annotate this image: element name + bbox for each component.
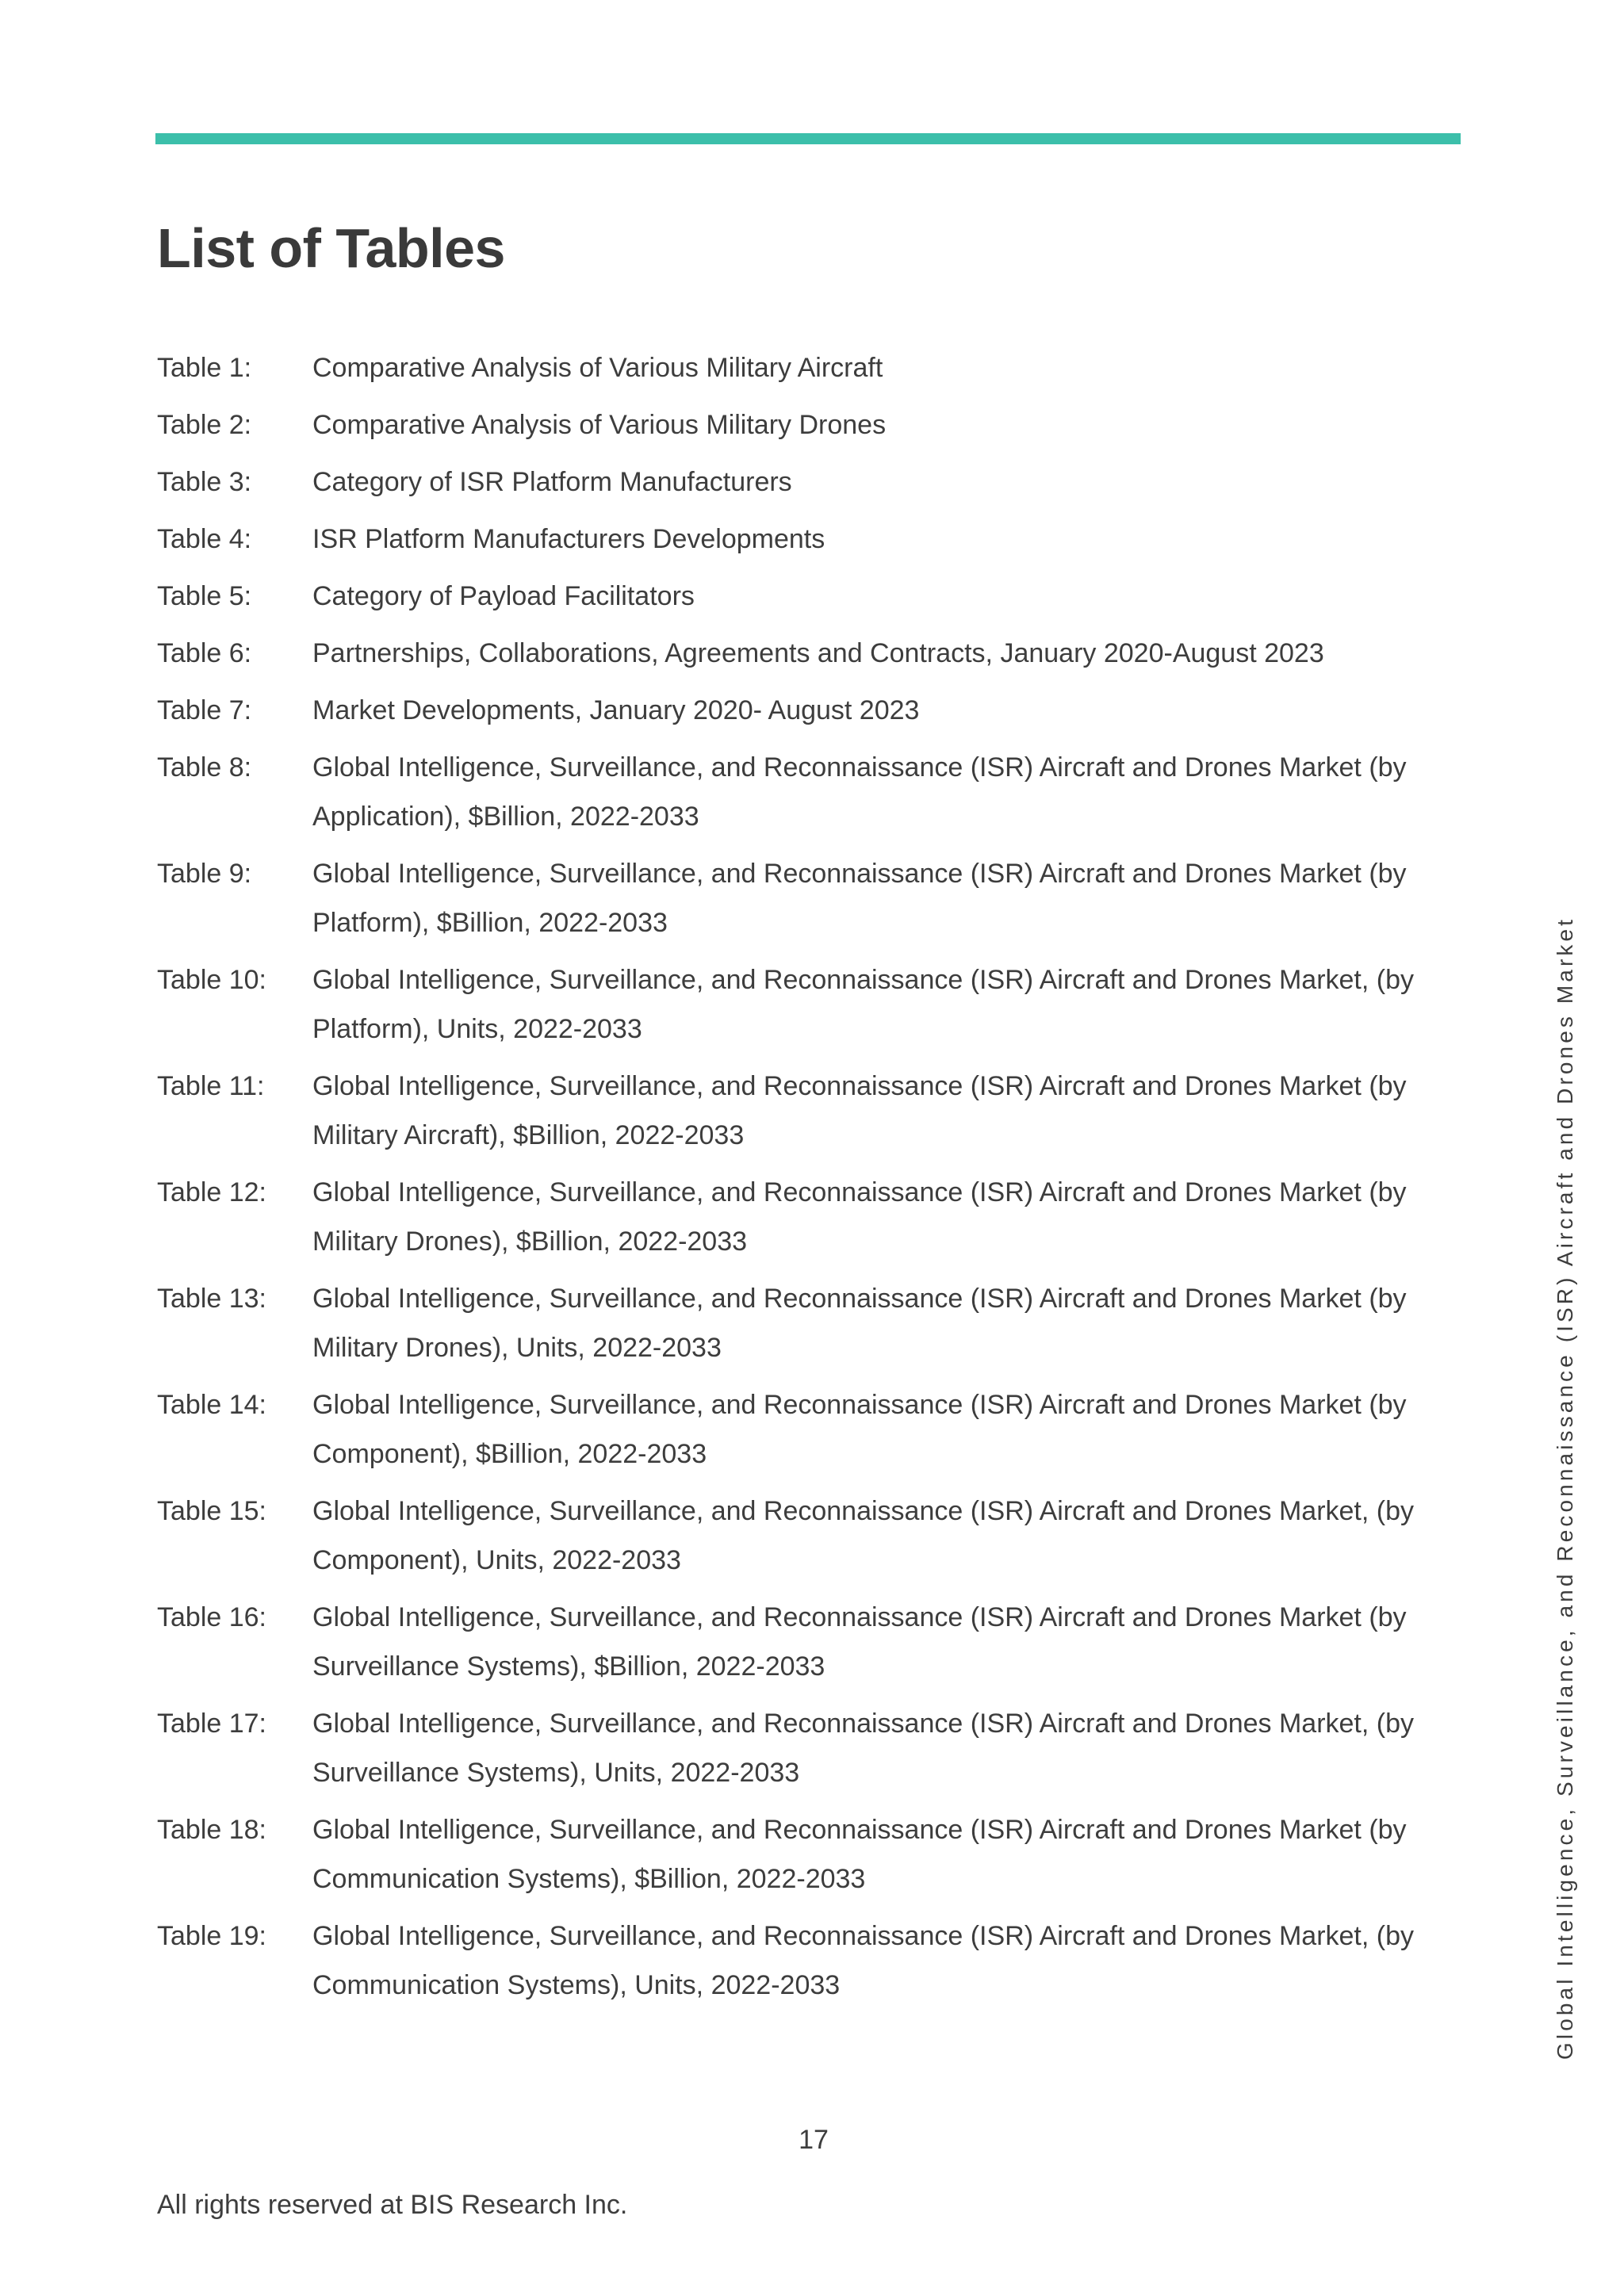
toc-entry[interactable] [157, 1062, 1457, 1160]
table-title: Partnerships, Collaborations, Agreements and Contracts, January 2020-August 2023 [312, 638, 1324, 668]
table-title: Category of ISR Platform Manufacturers [312, 467, 792, 497]
table-number: Table 5: [157, 581, 252, 611]
table-number: Table 19: [157, 1921, 266, 1951]
toc-entry[interactable] [157, 1487, 1457, 1585]
table-number: Table 9: [157, 859, 252, 889]
toc-entry[interactable] [157, 849, 1457, 947]
table-number: Table 16: [157, 1602, 266, 1632]
table-title: Global Intelligence, Surveillance, and Reconnaissance (ISR) Aircraft and Drones Market (by Application), $Billion, 2022-2033 [312, 752, 1407, 832]
header-accent-bar [155, 133, 1461, 144]
table-number: Table 18: [157, 1815, 266, 1845]
toc-entry[interactable] [157, 1168, 1457, 1266]
table-title: Global Intelligence, Surveillance, and Reconnaissance (ISR) Aircraft and Drones Market, (by Component), Units, 2022-2033 [312, 1496, 1415, 1575]
table-title: Global Intelligence, Surveillance, and Reconnaissance (ISR) Aircraft and Drones Market (by Military Aircraft), $Billion, 2022-2033 [312, 1071, 1407, 1150]
table-title: Global Intelligence, Surveillance, and Reconnaissance (ISR) Aircraft and Drones Market, (by Platform), Units, 2022-2033 [312, 965, 1415, 1044]
table-number: Table 12: [157, 1177, 266, 1207]
table-number: Table 15: [157, 1496, 266, 1526]
toc-entry[interactable] [157, 343, 1457, 392]
toc-entry[interactable] [157, 1699, 1457, 1797]
toc-entry[interactable] [157, 743, 1457, 841]
toc-entry[interactable] [157, 1380, 1457, 1479]
table-title: Global Intelligence, Surveillance, and Reconnaissance (ISR) Aircraft and Drones Market, (by Surveillance Systems), Units, 2022-2033 [312, 1709, 1415, 1788]
table-title: Global Intelligence, Surveillance, and Reconnaissance (ISR) Aircraft and Drones Market (by Surveillance Systems), $Billion, 2022-2033 [312, 1602, 1407, 1682]
toc-entry[interactable] [157, 686, 1457, 735]
toc-entry[interactable] [157, 572, 1457, 621]
table-number: Table 10: [157, 965, 266, 995]
toc-entry[interactable] [157, 457, 1457, 507]
table-title: Global Intelligence, Surveillance, and Reconnaissance (ISR) Aircraft and Drones Market, (by Communication Systems), Units, 2022-2033 [312, 1921, 1415, 2000]
table-number: Table 7: [157, 695, 252, 725]
page-number: 17 [799, 2125, 829, 2155]
table-number: Table 6: [157, 638, 252, 668]
table-title: Global Intelligence, Surveillance, and Reconnaissance (ISR) Aircraft and Drones Market (by Communication Systems), $Billion, 2022-2033 [312, 1815, 1407, 1894]
toc-entry[interactable] [157, 1805, 1457, 1904]
list-of-tables [157, 343, 1457, 2018]
table-number: Table 8: [157, 752, 252, 783]
table-number: Table 13: [157, 1284, 266, 1314]
table-title: Category of Payload Facilitators [312, 581, 695, 611]
toc-entry[interactable] [157, 1911, 1457, 2010]
report-title-sidebar: Global Intelligence, Surveillance, and Reconnaissance (ISR) Aircraft and Drones Market [1553, 916, 1577, 2060]
toc-entry[interactable] [157, 1274, 1457, 1372]
table-number: Table 3: [157, 467, 252, 497]
table-number: Table 11: [157, 1071, 265, 1101]
toc-entry[interactable] [157, 1593, 1457, 1691]
table-number: Table 14: [157, 1390, 266, 1420]
table-title: Global Intelligence, Surveillance, and Reconnaissance (ISR) Aircraft and Drones Market (by Platform), $Billion, 2022-2033 [312, 859, 1407, 938]
table-number: Table 4: [157, 524, 252, 554]
table-title: Comparative Analysis of Various Military Aircraft [312, 353, 883, 383]
table-number: Table 1: [157, 353, 252, 383]
toc-entry[interactable] [157, 955, 1457, 1054]
table-title: Global Intelligence, Surveillance, and Reconnaissance (ISR) Aircraft and Drones Market (by Military Drones), $Billion, 2022-2033 [312, 1177, 1407, 1257]
page-title: List of Tables [157, 217, 505, 279]
table-title: Comparative Analysis of Various Military Drones [312, 410, 887, 440]
copyright-footer: All rights reserved at BIS Research Inc. [157, 2190, 628, 2220]
table-number: Table 17: [157, 1709, 266, 1739]
table-title: Market Developments, January 2020- August 2023 [312, 695, 920, 725]
toc-entry[interactable] [157, 515, 1457, 564]
table-title: Global Intelligence, Surveillance, and Reconnaissance (ISR) Aircraft and Drones Market (by Military Drones), Units, 2022-2033 [312, 1284, 1407, 1363]
table-number: Table 2: [157, 410, 252, 440]
toc-entry[interactable] [157, 400, 1457, 450]
table-title: Global Intelligence, Surveillance, and Reconnaissance (ISR) Aircraft and Drones Market (by Component), $Billion, 2022-2033 [312, 1390, 1407, 1469]
table-title: ISR Platform Manufacturers Developments [312, 524, 825, 554]
toc-entry[interactable] [157, 629, 1457, 678]
